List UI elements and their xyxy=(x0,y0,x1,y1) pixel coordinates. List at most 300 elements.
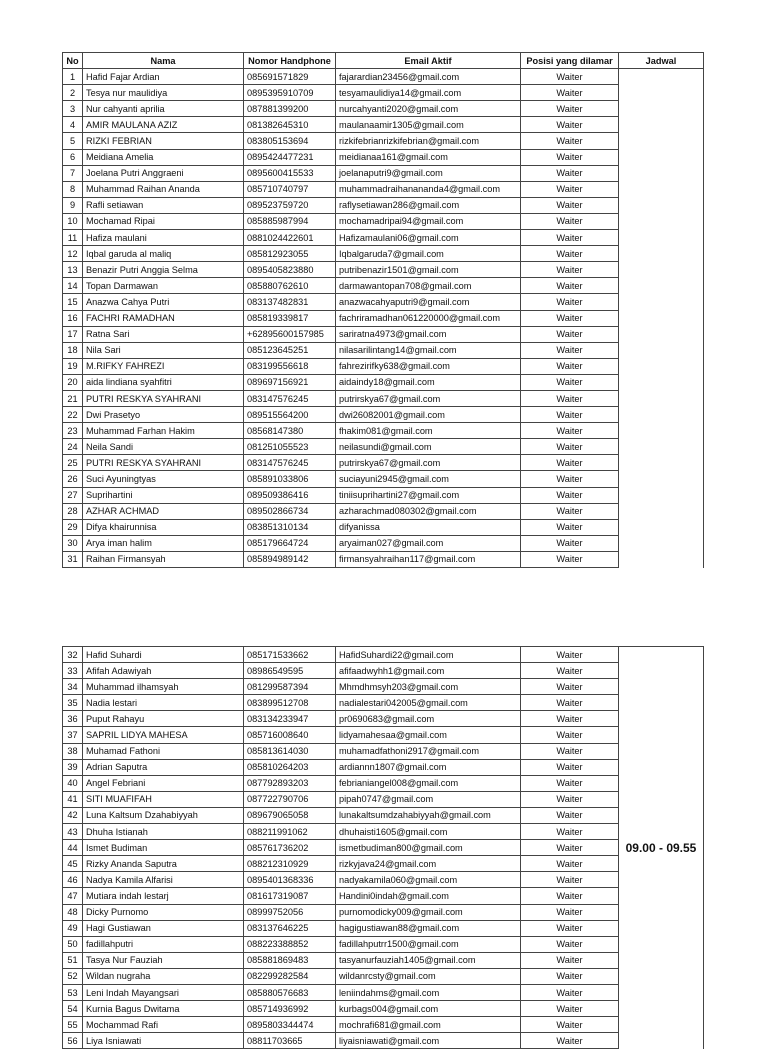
email-address: lidyamahesaa@gmail.com xyxy=(336,727,521,743)
phone-number: 08986549595 xyxy=(244,663,336,679)
applicant-name: Neila Sandi xyxy=(83,439,244,455)
position-applied: Waiter xyxy=(521,455,619,471)
position-applied: Waiter xyxy=(521,439,619,455)
email-address: Iqbalgaruda7@gmail.com xyxy=(336,246,521,262)
table-row xyxy=(63,519,704,535)
position-applied: Waiter xyxy=(521,711,619,727)
phone-number: 087722790706 xyxy=(244,791,336,807)
phone-number: 083134233947 xyxy=(244,711,336,727)
row-number: 7 xyxy=(63,165,83,181)
applicant-name: Muhamad Fathoni xyxy=(83,743,244,759)
email-address: liyaisniawati@gmail.com xyxy=(336,1033,521,1049)
row-number: 56 xyxy=(63,1033,83,1049)
email-address: tasyanurfauziah1405@gmail.com xyxy=(336,952,521,968)
position-applied: Waiter xyxy=(521,856,619,872)
table-row xyxy=(63,213,704,229)
header-nomor-handphone: Nomor Handphone xyxy=(244,53,336,69)
email-address: febrianiangel008@gmail.com xyxy=(336,775,521,791)
table-row xyxy=(63,390,704,406)
phone-number: 085171533662 xyxy=(244,647,336,663)
table-row xyxy=(63,230,704,246)
email-address: Hafizamaulani06@gmail.com xyxy=(336,230,521,246)
row-number: 35 xyxy=(63,695,83,711)
table-row xyxy=(63,647,704,663)
table-row xyxy=(63,503,704,519)
table-row xyxy=(63,262,704,278)
phone-number: 089515564200 xyxy=(244,407,336,423)
position-applied: Waiter xyxy=(521,149,619,165)
table-row xyxy=(63,407,704,423)
table-row xyxy=(63,69,704,85)
row-number: 9 xyxy=(63,197,83,213)
applicant-name: Wildan nugraha xyxy=(83,968,244,984)
table-row xyxy=(63,165,704,181)
table-row xyxy=(63,856,704,872)
table-row xyxy=(63,551,704,567)
position-applied: Waiter xyxy=(521,695,619,711)
applicant-name: M.RIFKY FAHREZI xyxy=(83,358,244,374)
phone-number: 08999752056 xyxy=(244,904,336,920)
applicant-name: Arya iman halim xyxy=(83,535,244,551)
applicant-name: Muhammad ilhamsyah xyxy=(83,679,244,695)
email-address: anazwacahyaputri9@gmail.com xyxy=(336,294,521,310)
position-applied: Waiter xyxy=(521,1033,619,1049)
phone-number: 085881869483 xyxy=(244,952,336,968)
phone-number: 083805153694 xyxy=(244,133,336,149)
row-number: 36 xyxy=(63,711,83,727)
row-number: 6 xyxy=(63,149,83,165)
phone-number: 087792893203 xyxy=(244,775,336,791)
table-row xyxy=(63,952,704,968)
email-address: wildanrcsty@gmail.com xyxy=(336,968,521,984)
row-number: 48 xyxy=(63,904,83,920)
applicant-name: aida lindiana syahfitri xyxy=(83,374,244,390)
jadwal-cell-empty xyxy=(619,69,704,568)
table-row xyxy=(63,246,704,262)
position-applied: Waiter xyxy=(521,390,619,406)
table-row xyxy=(63,679,704,695)
table-row xyxy=(63,455,704,471)
phone-number: 081251055523 xyxy=(244,439,336,455)
position-applied: Waiter xyxy=(521,968,619,984)
row-number: 44 xyxy=(63,840,83,856)
phone-number: 089697156921 xyxy=(244,374,336,390)
row-number: 16 xyxy=(63,310,83,326)
phone-number: 083147576245 xyxy=(244,455,336,471)
phone-number: 085891033806 xyxy=(244,471,336,487)
email-address: dhuhaisti1605@gmail.com xyxy=(336,824,521,840)
applicant-name: Adrian Saputra xyxy=(83,759,244,775)
row-number: 21 xyxy=(63,390,83,406)
table-row xyxy=(63,791,704,807)
position-applied: Waiter xyxy=(521,775,619,791)
email-address: difyanissa xyxy=(336,519,521,535)
phone-number: 083851310134 xyxy=(244,519,336,535)
phone-number: 0895600415533 xyxy=(244,165,336,181)
applicant-name: Mochammad Rafi xyxy=(83,1017,244,1033)
phone-number: 082299282584 xyxy=(244,968,336,984)
row-number: 4 xyxy=(63,117,83,133)
row-number: 43 xyxy=(63,824,83,840)
row-number: 1 xyxy=(63,69,83,85)
applicant-name: AZHAR ACHMAD xyxy=(83,503,244,519)
table-row xyxy=(63,759,704,775)
table-row xyxy=(63,1001,704,1017)
table-row xyxy=(63,727,704,743)
position-applied: Waiter xyxy=(521,374,619,390)
phone-number: 085819339817 xyxy=(244,310,336,326)
table-row xyxy=(63,663,704,679)
email-address: neilasundi@gmail.com xyxy=(336,439,521,455)
position-applied: Waiter xyxy=(521,920,619,936)
email-address: raflysetiawan286@gmail.com xyxy=(336,197,521,213)
row-number: 53 xyxy=(63,984,83,1000)
row-number: 42 xyxy=(63,807,83,823)
phone-number: 083899512708 xyxy=(244,695,336,711)
phone-number: 088212310929 xyxy=(244,856,336,872)
phone-number: 088211991062 xyxy=(244,824,336,840)
position-applied: Waiter xyxy=(521,358,619,374)
phone-number: 085123645251 xyxy=(244,342,336,358)
email-address: purnomodicky009@gmail.com xyxy=(336,904,521,920)
phone-number: 0881024422601 xyxy=(244,230,336,246)
applicant-name: Afifah Adawiyah xyxy=(83,663,244,679)
email-address: fajarardian23456@gmail.com xyxy=(336,69,521,85)
email-address: meidianaa161@gmail.com xyxy=(336,149,521,165)
applicant-name: Nur cahyanti aprilia xyxy=(83,101,244,117)
position-applied: Waiter xyxy=(521,197,619,213)
position-applied: Waiter xyxy=(521,407,619,423)
table-row xyxy=(63,471,704,487)
phone-number: 085716008640 xyxy=(244,727,336,743)
position-applied: Waiter xyxy=(521,743,619,759)
applicant-name: Muhammad Farhan Hakim xyxy=(83,423,244,439)
position-applied: Waiter xyxy=(521,519,619,535)
email-address: leniindahms@gmail.com xyxy=(336,984,521,1000)
applicant-name: RIZKI FEBRIAN xyxy=(83,133,244,149)
applicant-name: Iqbal garuda al maliq xyxy=(83,246,244,262)
phone-number: 085761736202 xyxy=(244,840,336,856)
applicant-name: SAPRIL LIDYA MAHESA xyxy=(83,727,244,743)
position-applied: Waiter xyxy=(521,759,619,775)
applicant-name: Dhuha Istianah xyxy=(83,824,244,840)
applicant-name: PUTRI RESKYA SYAHRANI xyxy=(83,455,244,471)
position-applied: Waiter xyxy=(521,647,619,663)
email-address: fadillahputrr1500@gmail.com xyxy=(336,936,521,952)
position-applied: Waiter xyxy=(521,727,619,743)
header-posisi: Posisi yang dilamar xyxy=(521,53,619,69)
phone-number: 083199556618 xyxy=(244,358,336,374)
position-applied: Waiter xyxy=(521,342,619,358)
email-address: kurbags004@gmail.com xyxy=(336,1001,521,1017)
table-row xyxy=(63,711,704,727)
phone-number: 081617319087 xyxy=(244,888,336,904)
phone-number: 085812923055 xyxy=(244,246,336,262)
table-row xyxy=(63,133,704,149)
row-number: 50 xyxy=(63,936,83,952)
row-number: 22 xyxy=(63,407,83,423)
position-applied: Waiter xyxy=(521,791,619,807)
phone-number: 08568147380 xyxy=(244,423,336,439)
row-number: 31 xyxy=(63,551,83,567)
position-applied: Waiter xyxy=(521,663,619,679)
position-applied: Waiter xyxy=(521,904,619,920)
email-address: darmawantopan708@gmail.com xyxy=(336,278,521,294)
position-applied: Waiter xyxy=(521,246,619,262)
position-applied: Waiter xyxy=(521,85,619,101)
position-applied: Waiter xyxy=(521,1001,619,1017)
phone-number: 0895424477231 xyxy=(244,149,336,165)
table-row xyxy=(63,358,704,374)
row-number: 20 xyxy=(63,374,83,390)
email-address: Handini0indah@gmail.com xyxy=(336,888,521,904)
position-applied: Waiter xyxy=(521,101,619,117)
email-address: pipah0747@gmail.com xyxy=(336,791,521,807)
position-applied: Waiter xyxy=(521,872,619,888)
email-address: putrirskya67@gmail.com xyxy=(336,455,521,471)
table-row xyxy=(63,872,704,888)
row-number: 27 xyxy=(63,487,83,503)
table-row xyxy=(63,984,704,1000)
email-address: rizkyjava24@gmail.com xyxy=(336,856,521,872)
table-row xyxy=(63,920,704,936)
applicant-name: Nadya Kamila Alfarisi xyxy=(83,872,244,888)
phone-number: 089502866734 xyxy=(244,503,336,519)
email-address: putribenazir1501@gmail.com xyxy=(336,262,521,278)
position-applied: Waiter xyxy=(521,310,619,326)
row-number: 19 xyxy=(63,358,83,374)
row-number: 46 xyxy=(63,872,83,888)
table-row xyxy=(63,968,704,984)
applicant-name: Benazir Putri Anggia Selma xyxy=(83,262,244,278)
position-applied: Waiter xyxy=(521,117,619,133)
phone-number: 085179664724 xyxy=(244,535,336,551)
row-number: 51 xyxy=(63,952,83,968)
email-address: fhakim081@gmail.com xyxy=(336,423,521,439)
table-row xyxy=(63,743,704,759)
email-address: mochamadripai94@gmail.com xyxy=(336,213,521,229)
row-number: 55 xyxy=(63,1017,83,1033)
applicant-table-page-2 xyxy=(62,646,704,1049)
applicant-name: Topan Darmawan xyxy=(83,278,244,294)
applicant-table-page-1 xyxy=(62,52,704,568)
applicant-name: Muhammad Raihan Ananda xyxy=(83,181,244,197)
row-number: 33 xyxy=(63,663,83,679)
table-row xyxy=(63,310,704,326)
email-address: nilasarilintang14@gmail.com xyxy=(336,342,521,358)
email-address: afifaadwyhh1@gmail.com xyxy=(336,663,521,679)
row-number: 5 xyxy=(63,133,83,149)
applicant-name: Hagi Gustiawan xyxy=(83,920,244,936)
position-applied: Waiter xyxy=(521,936,619,952)
row-number: 2 xyxy=(63,85,83,101)
email-address: sariratna4973@gmail.com xyxy=(336,326,521,342)
table-row xyxy=(63,85,704,101)
table-row xyxy=(63,439,704,455)
phone-number: 0895803344474 xyxy=(244,1017,336,1033)
table-row xyxy=(63,374,704,390)
table-row xyxy=(63,101,704,117)
header-nama: Nama xyxy=(83,53,244,69)
position-applied: Waiter xyxy=(521,824,619,840)
email-address: ismetbudiman800@gmail.com xyxy=(336,840,521,856)
position-applied: Waiter xyxy=(521,503,619,519)
table-row xyxy=(63,149,704,165)
table-row xyxy=(63,326,704,342)
table-row xyxy=(63,487,704,503)
table-row xyxy=(63,936,704,952)
table-row xyxy=(63,342,704,358)
applicant-name: Rafli setiawan xyxy=(83,197,244,213)
position-applied: Waiter xyxy=(521,262,619,278)
position-applied: Waiter xyxy=(521,69,619,85)
phone-number: 085691571829 xyxy=(244,69,336,85)
applicant-name: Suprihartini xyxy=(83,487,244,503)
applicant-name: Suci Ayuningtyas xyxy=(83,471,244,487)
table-row xyxy=(63,840,704,856)
row-number: 41 xyxy=(63,791,83,807)
phone-number: 089523759720 xyxy=(244,197,336,213)
row-number: 52 xyxy=(63,968,83,984)
row-number: 13 xyxy=(63,262,83,278)
position-applied: Waiter xyxy=(521,487,619,503)
position-applied: Waiter xyxy=(521,535,619,551)
email-address: aidaindy18@gmail.com xyxy=(336,374,521,390)
row-number: 30 xyxy=(63,535,83,551)
row-number: 32 xyxy=(63,647,83,663)
row-number: 38 xyxy=(63,743,83,759)
position-applied: Waiter xyxy=(521,679,619,695)
row-number: 40 xyxy=(63,775,83,791)
position-applied: Waiter xyxy=(521,840,619,856)
table-row xyxy=(63,807,704,823)
applicant-name: Dicky Purnomo xyxy=(83,904,244,920)
position-applied: Waiter xyxy=(521,551,619,567)
row-number: 37 xyxy=(63,727,83,743)
phone-number: 083137646225 xyxy=(244,920,336,936)
email-address: tesyamaulidiya14@gmail.com xyxy=(336,85,521,101)
applicant-name: fadillahputri xyxy=(83,936,244,952)
applicant-name: Tesya nur maulidiya xyxy=(83,85,244,101)
applicant-name: Raihan Firmansyah xyxy=(83,551,244,567)
row-number: 3 xyxy=(63,101,83,117)
applicant-name: FACHRI RAMADHAN xyxy=(83,310,244,326)
position-applied: Waiter xyxy=(521,807,619,823)
row-number: 17 xyxy=(63,326,83,342)
email-address: azharachmad080302@gmail.com xyxy=(336,503,521,519)
position-applied: Waiter xyxy=(521,984,619,1000)
applicant-name: Ismet Budiman xyxy=(83,840,244,856)
position-applied: Waiter xyxy=(521,423,619,439)
phone-number: 085813614030 xyxy=(244,743,336,759)
applicant-name: AMIR MAULANA AZIZ xyxy=(83,117,244,133)
row-number: 34 xyxy=(63,679,83,695)
row-number: 18 xyxy=(63,342,83,358)
phone-number: 085885987994 xyxy=(244,213,336,229)
phone-number: 085714936992 xyxy=(244,1001,336,1017)
email-address: nadialestari042005@gmail.com xyxy=(336,695,521,711)
table-row xyxy=(63,1033,704,1049)
applicant-name: Rizky Ananda Saputra xyxy=(83,856,244,872)
position-applied: Waiter xyxy=(521,294,619,310)
email-address: joelanaputri9@gmail.com xyxy=(336,165,521,181)
email-address: nadyakamila060@gmail.com xyxy=(336,872,521,888)
applicant-name: Meidiana Amelia xyxy=(83,149,244,165)
row-number: 10 xyxy=(63,213,83,229)
applicant-name: Angel Febriani xyxy=(83,775,244,791)
applicant-name: Ratna Sari xyxy=(83,326,244,342)
position-applied: Waiter xyxy=(521,278,619,294)
phone-number: 089509386416 xyxy=(244,487,336,503)
row-number: 23 xyxy=(63,423,83,439)
email-address: rizkifebrianrizkifebrian@gmail.com xyxy=(336,133,521,149)
applicant-name: Dwi Prasetyo xyxy=(83,407,244,423)
email-address: putrirskya67@gmail.com xyxy=(336,390,521,406)
position-applied: Waiter xyxy=(521,326,619,342)
email-address: maulanaamir1305@gmail.com xyxy=(336,117,521,133)
phone-number: 085810264203 xyxy=(244,759,336,775)
table-row xyxy=(63,294,704,310)
row-number: 54 xyxy=(63,1001,83,1017)
applicant-name: Mutiara indah lestarj xyxy=(83,888,244,904)
phone-number: 083137482831 xyxy=(244,294,336,310)
email-address: tiniisuprihartini27@gmail.com xyxy=(336,487,521,503)
email-address: muhamadfathoni2917@gmail.com xyxy=(336,743,521,759)
phone-number: +62895600157985 xyxy=(244,326,336,342)
position-applied: Waiter xyxy=(521,1017,619,1033)
row-number: 8 xyxy=(63,181,83,197)
applicant-name: Leni Indah Mayangsari xyxy=(83,984,244,1000)
phone-number: 0895395910709 xyxy=(244,85,336,101)
email-address: ardiannn1807@gmail.com xyxy=(336,759,521,775)
table-row xyxy=(63,117,704,133)
phone-number: 083147576245 xyxy=(244,390,336,406)
phone-number: 081299587394 xyxy=(244,679,336,695)
jadwal-time-slot: 09.00 - 09.55 xyxy=(619,647,704,1049)
header-jadwal: Jadwal xyxy=(619,53,704,69)
table-row xyxy=(63,888,704,904)
phone-number: 0895401368336 xyxy=(244,872,336,888)
applicant-name: Puput Rahayu xyxy=(83,711,244,727)
applicant-name: SITI MUAFIFAH xyxy=(83,791,244,807)
position-applied: Waiter xyxy=(521,471,619,487)
email-address: nurcahyanti2020@gmail.com xyxy=(336,101,521,117)
position-applied: Waiter xyxy=(521,133,619,149)
applicant-name: Anazwa Cahya Putri xyxy=(83,294,244,310)
table-row xyxy=(63,181,704,197)
applicant-name: Hafiza maulani xyxy=(83,230,244,246)
email-address: muhammadraihanananda4@gmail.com xyxy=(336,181,521,197)
table-row xyxy=(63,278,704,294)
email-address: Mhmdhmsyh203@gmail.com xyxy=(336,679,521,695)
email-address: suciayuni2945@gmail.com xyxy=(336,471,521,487)
phone-number: 081382645310 xyxy=(244,117,336,133)
row-number: 11 xyxy=(63,230,83,246)
email-address: HafidSuhardi22@gmail.com xyxy=(336,647,521,663)
applicant-name: Nila Sari xyxy=(83,342,244,358)
row-number: 29 xyxy=(63,519,83,535)
row-number: 15 xyxy=(63,294,83,310)
row-number: 45 xyxy=(63,856,83,872)
phone-number: 085880762610 xyxy=(244,278,336,294)
row-number: 12 xyxy=(63,246,83,262)
email-address: aryaiman027@gmail.com xyxy=(336,535,521,551)
phone-number: 0895405823880 xyxy=(244,262,336,278)
table-row xyxy=(63,904,704,920)
table-row xyxy=(63,695,704,711)
applicant-name: Tasya Nur Fauziah xyxy=(83,952,244,968)
applicant-name: Difya khairunnisa xyxy=(83,519,244,535)
